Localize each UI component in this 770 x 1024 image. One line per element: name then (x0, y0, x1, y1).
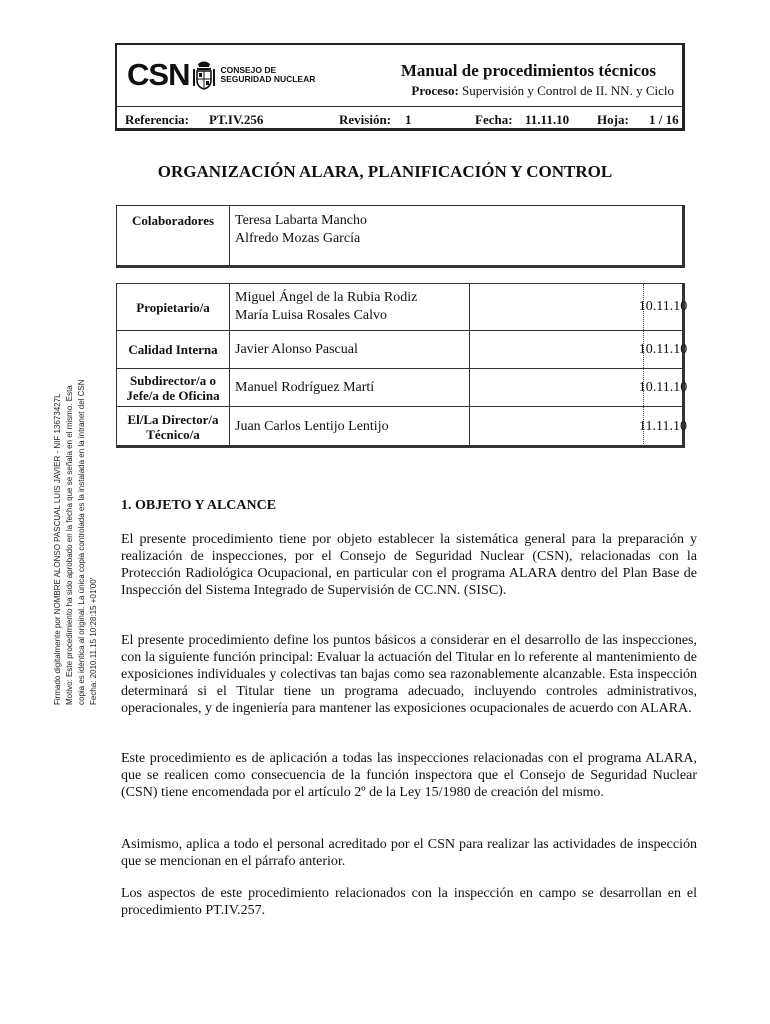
signature-cell (469, 407, 644, 446)
fecha-label: Fecha: (475, 112, 513, 127)
collaborators-label: Colaboradores (117, 206, 230, 265)
collaborator-name: Teresa Labarta Mancho (235, 213, 367, 228)
approval-date: 10.11.10 (643, 284, 682, 330)
digital-signature-note: Firmado digitalmente por NOMBRE ALONSO PASCUAL LUIS JAVIER - NIF 13673427L Motivo: Este procedimiento ha sido aprobado en la fecha que se señala en el mismo. Esta copia es idéntica al original. La única copia controlada es la instalada en la intranet del CSN Fecha: 2010.11.15 10:28:15 +01'00' (53, 379, 98, 705)
document-header (115, 43, 685, 131)
paragraph: El presente procedimiento define los puntos básicos a considerar en el desarrollo de las inspecciones, con la siguiente función principal: Evaluar la actuación del Titular en lo referente al mantenimiento de exposiciones individuales y colectivas tan bajas como sea razonablemente alcanzable. Esta inspección determinará si el Titular tiene un programa adecuado, incluyendo controles administrativos, operacionales, y de ingeniería para mantener las exposiciones ocupacionales de acuerdo con ALARA. (121, 633, 697, 716)
logo-acronym: CSN (127, 57, 190, 92)
hoja-value: 1 / 16 (649, 112, 679, 127)
approval-role: Subdirector/a o Jefe/a de Oficina (117, 369, 230, 406)
approval-date: 10.11.10 (643, 331, 682, 368)
approval-names: Manuel Rodríguez Martí (235, 379, 375, 395)
hoja-label: Hoja: (597, 112, 629, 127)
approval-row-director (117, 407, 687, 446)
proceso-line (411, 83, 674, 99)
csn-logo (127, 59, 315, 90)
approvals-table (116, 283, 688, 448)
approval-row-subdirector (117, 369, 688, 407)
approval-date: 10.11.10 (643, 369, 682, 406)
collaborator-name: Alfredo Mozas García (235, 231, 361, 246)
paragraph: El presente procedimiento tiene por objeto establecer la sistemática general para la preparación y realización de inspecciones, por el Consejo de Seguridad Nuclear (CSN), relacionadas con la Protección Radiológica Ocupacional, en particular con el programa ALARA dentro del Plan Base de Inspección del Sistema Integrado de Supervisión de CC.NN. (SISC). (121, 532, 697, 598)
coat-of-arms-icon (192, 60, 216, 90)
referencia-value: PT.IV.256 (209, 112, 264, 127)
paragraph: Asimismo, aplica a todo el personal acreditado por el CSN para realizar las actividades de inspección que se mencionan en el párrafo anterior. (121, 837, 697, 869)
paragraph: Este procedimiento es de aplicación a todas las inspecciones relacionadas con el programa ALARA, que se realicen como consecuencia de la función inspectora que el Consejo de Seguridad Nuclear (CSN) tiene encomendada por el artículo 2º de la Ley 15/1980 de creación del mismo. (121, 751, 697, 800)
proceso-label: Proceso: (411, 83, 459, 98)
proceso-value: Supervisión y Control de II. NN. y Ciclo (462, 83, 674, 98)
approval-names: Juan Carlos Lentijo Lentijo (235, 418, 389, 434)
approval-names: Javier Alonso Pascual (235, 341, 358, 357)
manual-title: Manual de procedimientos técnicos (400, 61, 656, 80)
referencia-label: Referencia: (125, 112, 190, 127)
document-title: ORGANIZACIÓN ALARA, PLANIFICACIÓN Y CONTROL (157, 162, 613, 181)
approval-row-propietario (117, 284, 688, 331)
signature-cell (469, 284, 644, 330)
collaborators-names (235, 212, 367, 248)
approval-role: El/La Director/a Técnico/a (117, 407, 230, 446)
collaborators-table (116, 205, 685, 268)
approval-role: Propietario/a (117, 284, 230, 330)
approval-names: Miguel Ángel de la Rubia Rodiz María Luisa Rosales Calvo (235, 290, 418, 323)
signature-cell (469, 331, 644, 368)
section-heading: 1. OBJETO Y ALCANCE (121, 498, 277, 513)
approval-row-calidad (117, 331, 688, 369)
approval-role: Calidad Interna (117, 331, 230, 368)
approval-date: 11.11.10 (643, 407, 682, 446)
signature-cell (469, 369, 644, 406)
logo-subtitle: CONSEJO DE SEGURIDAD NUCLEAR (220, 64, 316, 84)
fecha-value: 11.11.10 (525, 112, 570, 127)
header-divider (117, 106, 682, 107)
revision-value: 1 (405, 112, 412, 127)
revision-label: Revisión: (339, 112, 391, 127)
paragraph: Los aspectos de este procedimiento relacionados con la inspección en campo se desarrollan en el procedimiento PT.IV.257. (121, 886, 697, 918)
